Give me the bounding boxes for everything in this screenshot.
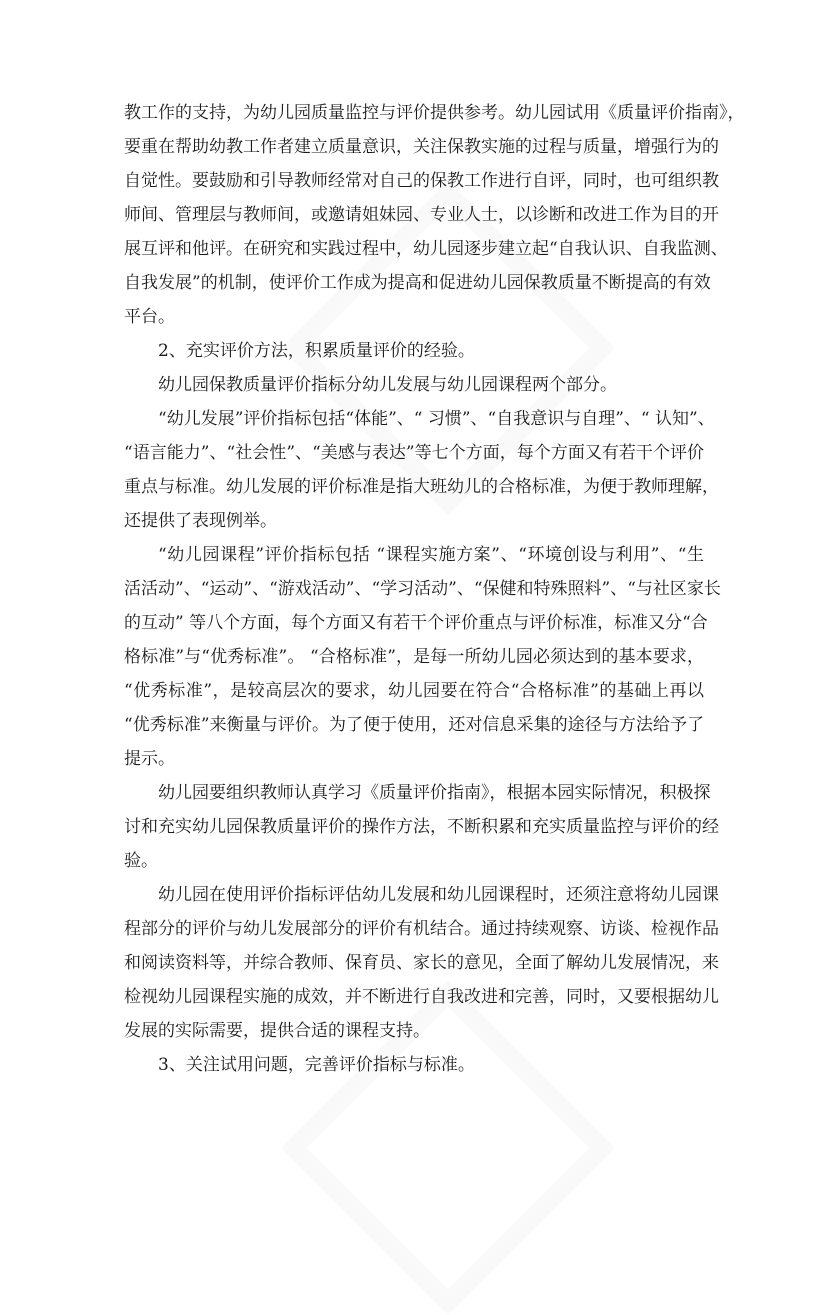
paragraph <box>124 368 704 402</box>
text-line: 验。 <box>124 851 158 871</box>
text-line: 的互动” 等八个方面，每个方面又有若干个评价重点与评价标准，标准又分“合 <box>124 613 708 633</box>
text-line: 幼儿园在使用评价指标评估幼儿发展和幼儿园课程时，还须注意将幼儿园课 <box>158 885 719 905</box>
text-line: 平台。 <box>124 307 175 327</box>
text-line: 幼儿园要组织教师认真学习《质量评价指南》，根据本园实际情况，积极探 <box>158 783 711 803</box>
paragraph <box>124 538 721 776</box>
text-line: 幼儿园保教质量评价指标分幼儿发展与幼儿园课程两个部分。 <box>158 375 617 395</box>
paragraph <box>124 334 704 368</box>
text-line: 重点与标准。幼儿发展的评价标准是指大班幼儿的合格标准，为便于教师理解， <box>124 477 719 497</box>
text-line: “幼儿发展”评价指标包括“体能”、“ 习惯”、“自我意识与自理”、“ 认知”、 <box>158 409 715 429</box>
text-line: “语言能力”、“社会性”、“美感与表达”等七个方面，每个方面又有若干个评价 <box>124 443 704 463</box>
paragraph <box>124 96 745 334</box>
text-line: 3、关注试用问题，完善评价指标与标准。 <box>158 1055 475 1075</box>
text-line: “优秀标准”来衡量与评价。为了便于使用，还对信息采集的途径与方法给予了 <box>124 715 704 735</box>
text-line: 检视幼儿园课程实施的成效，并不断进行自我改进和完善，同时，又要根据幼儿 <box>124 987 719 1007</box>
text-line: 格标准”与“优秀标准”。 “合格标准”，是每一所幼儿园必须达到的基本要求， <box>124 647 704 667</box>
text-line: 活活动”、“运动”、“游戏活动”、“学习活动”、“保健和特殊照料”、“与社区家长 <box>124 579 721 599</box>
text-line: “优秀标准”，是较高层次的要求，幼儿园要在符合“合格标准”的基础上再以 <box>124 681 704 701</box>
paragraph <box>124 1048 704 1082</box>
text-line: 展互评和他评。在研究和实践过程中，幼儿园逐步建立起“自我认识、自我监测、 <box>124 239 728 259</box>
text-line: 2、充实评价方法，积累质量评价的经验。 <box>158 341 475 361</box>
text-line: 教工作的支持，为幼儿园质量监控与评价提供参考。幼儿园试用《质量评价指南》， <box>124 103 745 123</box>
document-body <box>124 96 745 1082</box>
text-line: “幼儿园课程”评价指标包括 “课程实施方案”、“环境创设与利用”、“生 <box>158 545 704 565</box>
text-line: 师间、管理层与教师间，或邀请姐妹园、专业人士，以诊断和改进工作为目的开 <box>124 205 719 225</box>
paragraph <box>124 776 719 878</box>
text-line: 讨和充实幼儿园保教质量评价的操作方法，不断积累和充实质量监控与评价的经 <box>124 817 719 837</box>
text-line: 和阅读资料等，并综合教师、保育员、家长的意见，全面了解幼儿发展情况，来 <box>124 953 719 973</box>
text-line: 自觉性。要鼓励和引导教师经常对自己的保教工作进行自评，同时，也可组织教 <box>124 171 719 191</box>
text-line: 程部分的评价与幼儿发展部分的评价有机结合。通过持续观察、访谈、检视作品 <box>124 919 719 939</box>
text-line: 自我发展”的机制，使评价工作成为提高和促进幼儿园保教质量不断提高的有效 <box>124 273 711 293</box>
text-line: 还提供了表现例举。 <box>124 511 277 531</box>
text-line: 提示。 <box>124 749 175 769</box>
paragraph <box>124 402 719 538</box>
paragraph <box>124 878 719 1048</box>
text-line: 发展的实际需要，提供合适的课程支持。 <box>124 1021 430 1041</box>
text-line: 要重在帮助幼教工作者建立质量意识，关注保教实施的过程与质量，增强行为的 <box>124 137 719 157</box>
